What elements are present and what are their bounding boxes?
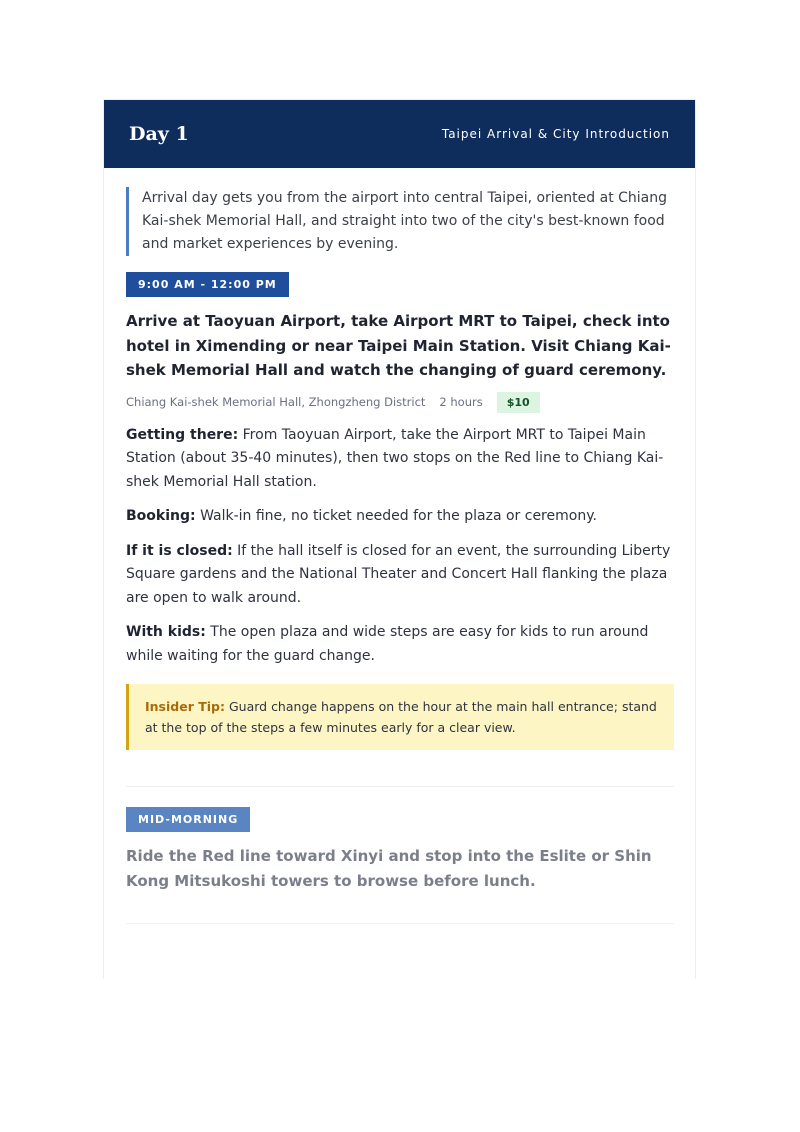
day-card (103, 99, 696, 979)
kids-text: The open plaza and wide steps are easy for kids to run around while waiting for the guard change. (126, 624, 649, 664)
tip-text: Guard change happens on the hour at the main hall entrance; stand at the top of the steps a few minutes early for a clear view. (145, 699, 657, 735)
mid-morning-badge: MID-MORNING (126, 807, 250, 832)
insider-tip (126, 684, 674, 750)
getting-there-paragraph (126, 424, 674, 495)
getting-there-text: From Taoyuan Airport, take the Airport MRT to Taipei Main Station (about 35-40 minutes), then two stops on the Red line to Chiang Kai-shek Memorial Hall station. (126, 426, 664, 490)
activity-location: Chiang Kai-shek Memorial Hall, Zhongzheng District (126, 395, 426, 409)
cost-badge: $10 (497, 392, 540, 413)
tip-label: Insider Tip: (145, 699, 225, 714)
time-badge: 9:00 AM - 12:00 PM (126, 272, 289, 297)
day-intro: Arrival day gets you from the airport into central Taipei, oriented at Chiang Kai-shek Memorial Hall, and straight into two of the city's best-known food and market experiences by evening. (126, 187, 674, 256)
booking-text: Walk-in fine, no ticket needed for the plaza or ceremony. (200, 508, 597, 524)
day-header (104, 100, 695, 168)
closed-paragraph (126, 540, 674, 611)
activity-meta (126, 392, 674, 413)
kids-label: With kids: (126, 624, 206, 640)
closed-label: If it is closed: (126, 542, 233, 559)
activity-title: Arrive at Taoyuan Airport, take Airport MRT to Taipei, check into hotel in Ximending or near Taipei Main Station. Visit Chiang Kai-shek Memorial Hall and watch the changing of guard ceremony. (126, 312, 671, 379)
booking-label: Booking: (126, 508, 196, 524)
section-divider (126, 786, 674, 787)
getting-there-label: Getting there: (126, 426, 239, 443)
day-subtitle: Taipei Arrival & City Introduction (441, 127, 670, 141)
booking-paragraph (126, 505, 674, 529)
closed-text: If the hall itself is closed for an event, the surrounding Liberty Square gardens and the National Theater and Concert Hall flanking the plaza are open to walk around. (126, 542, 671, 606)
day-content (126, 168, 674, 924)
day-title: Day 1 (129, 123, 189, 145)
mid-morning-title: Ride the Red line toward Xinyi and stop into the Eslite or Shin Kong Mitsukoshi towers to browse before lunch. (126, 847, 652, 890)
section-divider (126, 923, 674, 924)
activity-duration: 2 hours (439, 395, 483, 409)
kids-paragraph (126, 621, 674, 668)
